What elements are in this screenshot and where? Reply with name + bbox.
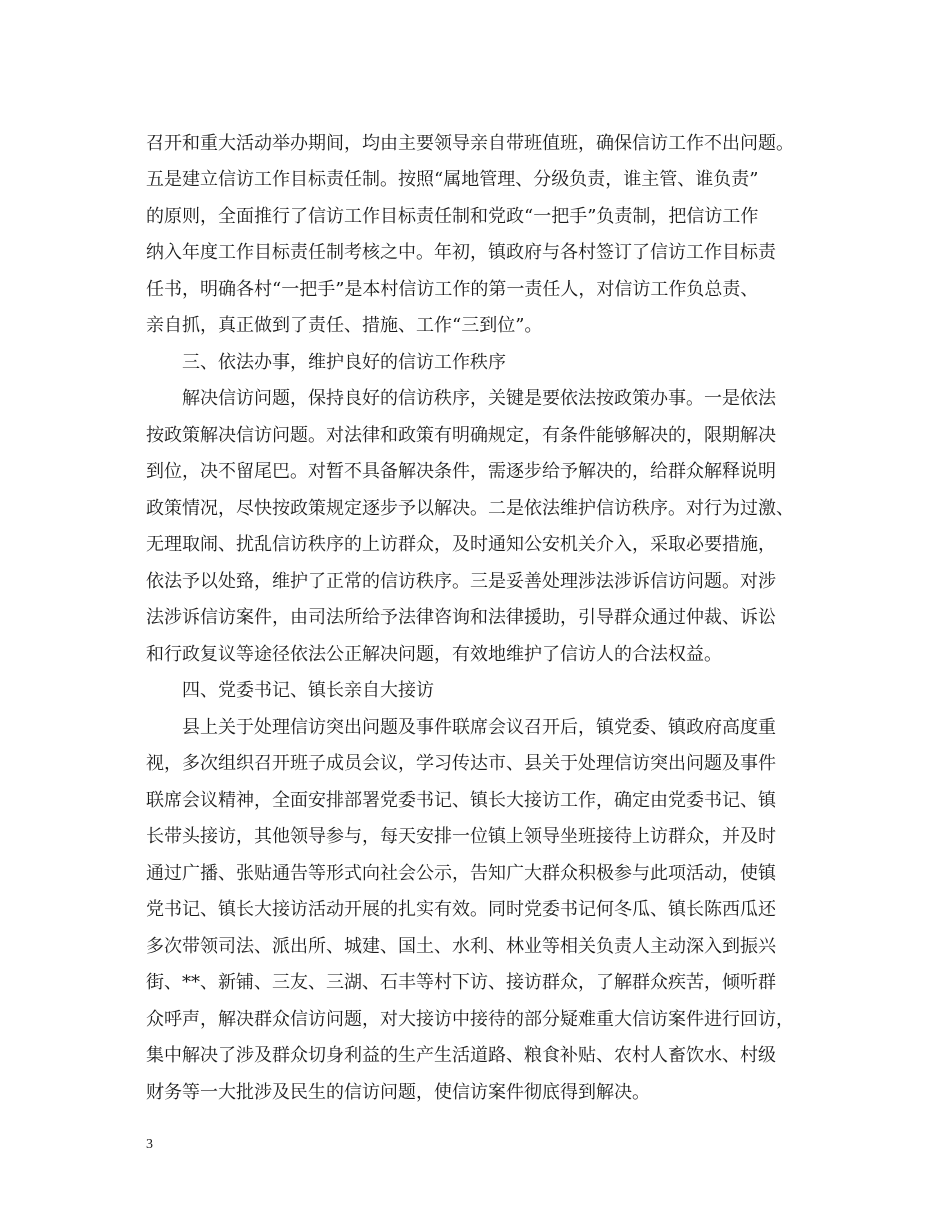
body-text-line: 依法予以处臵，维护了正常的信访秩序。三是妥善处理涉法涉诉信访问题。对涉: [146, 571, 776, 592]
body-text-line: 到位，决不留尾巴。对暂不具备解决条件，需逐步给予解决的，给群众解释说明: [146, 461, 776, 482]
body-text-line: 法涉诉信访案件，由司法所给予法律咨询和法律援助，引导群众通过仲裁、诉讼: [146, 607, 776, 628]
body-text-line: 财务等一大批涉及民生的信访问题，使信访案件彻底得到解决。: [146, 1082, 650, 1103]
body-text-line: 纳入年度工作目标责任制考核之中。年初，镇政府与各村签订了信访工作目标责: [146, 242, 776, 263]
body-text-line: 视，多次组织召开班子成员会议，学习传达市、县关于处理信访突出问题及事件: [146, 753, 776, 774]
section-heading: 三、依法办事，维护良好的信访工作秩序: [182, 352, 506, 373]
body-text-line: 多次带领司法、派出所、城建、国土、水利、林业等相关负责人主动深入到振兴: [146, 936, 776, 957]
body-text-line: 长带头接访，其他领导参与，每天安排一位镇上领导坐班接待上访群众，并及时: [146, 826, 776, 847]
page-number: 3: [146, 1137, 153, 1152]
body-text-line: 通过广播、张贴通告等形式向社会公示，告知广大群众积极参与此项活动，使镇: [146, 863, 776, 884]
body-text-line: 解决信访问题，保持良好的信访秩序，关键是要依法按政策办事。一是依法: [182, 388, 776, 409]
body-text-line: 按政策解决信访问题。对法律和政策有明确规定，有条件能够解决的，限期解决: [146, 425, 776, 446]
body-text-line: 无理取闹、扰乱信访秩序的上访群众，及时通知公安机关介入，采取必要措施，: [146, 534, 776, 555]
body-text-line: 街、**、新铺、三友、三湖、石丰等村下访、接访群众，了解群众疾苦，倾听群: [146, 972, 776, 993]
body-text-line: 五是建立信访工作目标责任制。按照“属地管理、分级负责，谁主管、谁负责”: [146, 169, 759, 190]
body-text-line: 联席会议精神，全面安排部署党委书记、镇长大接访工作，确定由党委书记、镇: [146, 790, 776, 811]
body-text-line: 任书，明确各村“一把手”是本村信访工作的第一责任人，对信访工作负总责、: [146, 279, 759, 300]
body-text-line: 集中解决了涉及群众切身利益的生产生活道路、粮食补贴、农村人畜饮水、村级: [146, 1045, 776, 1066]
body-text-line: 党书记、镇长大接访活动开展的扎实有效。同时党委书记何冬瓜、镇长陈西瓜还: [146, 899, 776, 920]
body-text-line: 县上关于处理信访突出问题及事件联席会议召开后，镇党委、镇政府高度重: [182, 717, 776, 738]
body-text-line: 政策情况，尽快按政策规定逐步予以解决。二是依法维护信访秩序。对行为过激、: [146, 498, 794, 519]
body-text-line: 众呼声，解决群众信访问题，对大接访中接待的部分疑难重大信访案件进行回访，: [146, 1009, 794, 1030]
body-text-line: 亲自抓，真正做到了责任、措施、工作“三到位”。: [146, 315, 543, 336]
section-heading: 四、党委书记、镇长亲自大接访: [182, 680, 434, 701]
body-text-line: 的原则，全面推行了信访工作目标责任制和党政“一把手”负责制，把信访工作: [146, 206, 759, 227]
body-text-line: 和行政复议等途径依法公正解决问题，有效地维护了信访人的合法权益。: [146, 644, 722, 665]
body-text-line: 召开和重大活动举办期间，均由主要领导亲自带班值班，确保信访工作不出问题。: [146, 133, 794, 154]
